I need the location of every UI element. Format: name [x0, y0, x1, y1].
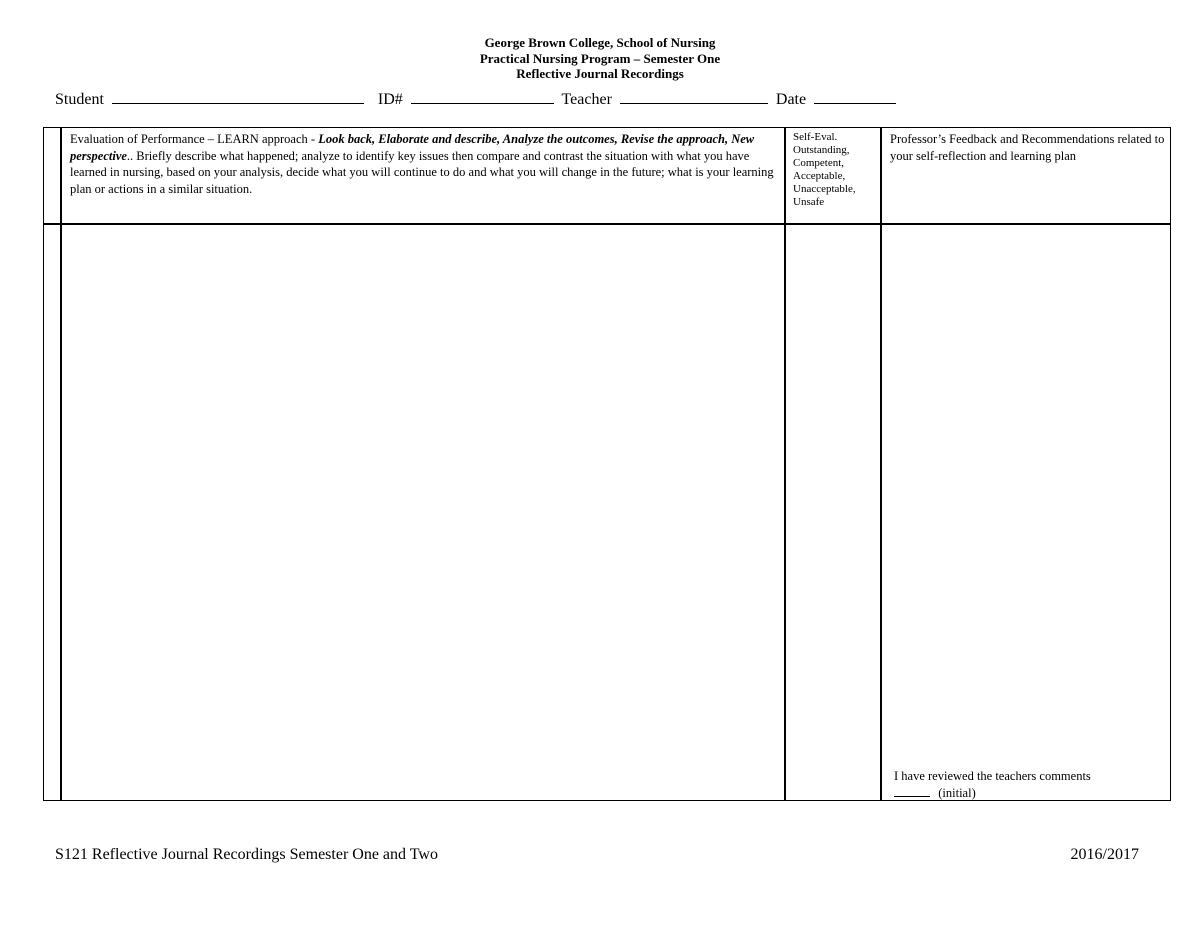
rating-competent: Competent, [793, 157, 845, 169]
date-label: Date [775, 91, 807, 108]
evaluation-prefix: Evaluation of Performance – LEARN approach - [70, 132, 319, 146]
footer-year: 2016/2017 [1070, 846, 1139, 863]
rating-unacceptable: Unacceptable, [793, 183, 856, 195]
header-row-divider [44, 223, 1170, 225]
document-header [0, 35, 1200, 82]
teacher-field[interactable] [620, 89, 768, 104]
rating-unsafe: Unsafe [793, 196, 825, 208]
evaluation-header-cell [70, 131, 775, 197]
evaluation-entry-area[interactable] [64, 226, 782, 800]
student-field[interactable] [112, 89, 364, 104]
rating-outstanding: Outstanding, [793, 144, 850, 156]
id-field[interactable] [411, 89, 554, 104]
rating-acceptable: Acceptable, [793, 170, 846, 182]
learn-approach-steps: Look back, Elaborate and describe, Analyze the outcomes, Revise the approach, New perspective [70, 132, 755, 163]
initial-field[interactable] [894, 784, 930, 797]
id-label: ID# [377, 91, 403, 108]
evaluation-instructions: .. Briefly describe what happened; analyze to identify key issues then compare and contrast the situation with what you have learned in nursing, based on your analysis, decide what you will continue to do and what you will change in the future; what is your learning plan or actions in a similar situation. [70, 148, 774, 196]
student-label: Student [55, 91, 104, 108]
footer-document-title: S121 Reflective Journal Recordings Semester One and Two [55, 846, 438, 863]
teacher-label: Teacher [561, 91, 612, 108]
journal-table [43, 127, 1171, 801]
feedback-entry-area[interactable] [884, 226, 1168, 766]
program-title: Practical Nursing Program – Semester One [479, 50, 721, 66]
form-title: Reflective Journal Recordings [516, 66, 684, 81]
self-eval-label: Self-Eval. [793, 131, 838, 143]
self-eval-entry-area[interactable] [788, 226, 878, 800]
review-acknowledgement [894, 768, 1170, 801]
feedback-header-cell: Professor’s Feedback and Recommendations related to your self-reflection and learning plan [890, 132, 1165, 163]
college-title: George Brown College, School of Nursing [484, 35, 716, 50]
review-statement: I have reviewed the teachers comments [894, 769, 1091, 783]
student-info-line [55, 89, 900, 109]
margin-column-divider [60, 128, 62, 800]
feedback-column-divider [880, 128, 882, 800]
self-eval-header-cell [793, 131, 878, 209]
initial-label: (initial) [938, 786, 976, 800]
date-field[interactable] [814, 89, 896, 104]
self-eval-column-divider [784, 128, 786, 800]
